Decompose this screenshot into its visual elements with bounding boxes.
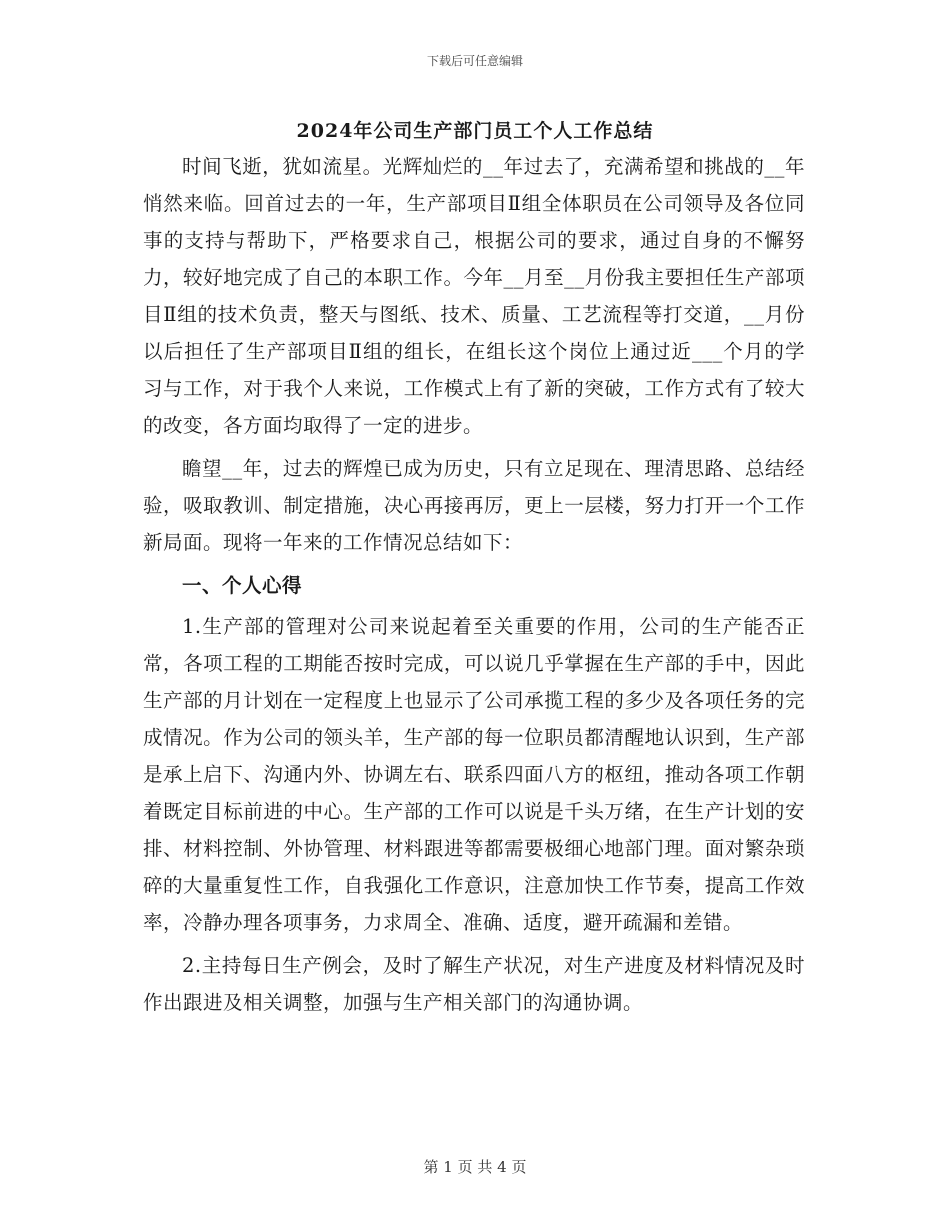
section-heading: 一、个人心得	[182, 574, 303, 597]
header-note: 下载后可任意编辑	[426, 54, 523, 68]
page-number: 第 1 页 共 4 页	[423, 1158, 527, 1176]
document-title: 2024年公司生产部门员工个人工作总结	[296, 120, 654, 142]
document-body	[143, 148, 805, 1027]
outlook-paragraph: 瞻望__年，过去的辉煌已成为历史，只有立足现在、理清思路、总结经验，吸取教训、制定措施，决心再接再厉，更上一层楼，努力打开一个工作新局面。现将一年来的工作情况总结如下：	[143, 457, 805, 554]
intro-paragraph: 时间飞逝，犹如流星。光辉灿烂的__年过去了，充满希望和挑战的__年悄然来临。回首过去的一年，生产部项目Ⅱ组全体职员在公司领导及各位同事的支持与帮助下，严格要求自己，根据公司的要求，通过自身的不懈努力，较好地完成了自己的本职工作。今年__月至__月份我主要担任生产部项目Ⅱ组的技术负责，整天与图纸、技术、质量、工艺流程等打交道，__月份以后担任了生产部项目Ⅱ组的组长，在组长这个岗位上通过近___个月的学习与工作，对于我个人来说，工作模式上有了新的突破，工作方式有了较大的改变，各方面均取得了一定的进步。	[143, 155, 805, 437]
section-paragraph-1: 1.生产部的管理对公司来说起着至关重要的作用，公司的生产能否正常，各项工程的工期能否按时完成，可以说几乎掌握在生产部的手中，因此生产部的月计划在一定程度上也显示了公司承揽工程的多少及各项任务的完成情况。作为公司的领头羊，生产部的每一位职员都清醒地认识到，生产部是承上启下、沟通内外、协调左右、联系四面八方的枢纽，推动各项工作朝着既定目标前进的中心。生产部的工作可以说是千头万绪，在生产计划的安排、材料控制、外协管理、材料跟进等都需要极细心地部门理。面对繁杂琐碎的大量重复性工作，自我强化工作意识，注意加快工作节奏，提高工作效率，冷静办理各项事务，力求周全、准确、适度，避开疏漏和差错。	[143, 615, 805, 934]
section-paragraph-2: 2.主持每日生产例会，及时了解生产状况，对生产进度及材料情况及时作出跟进及相关调整，加强与生产相关部门的沟通协调。	[143, 954, 805, 1014]
